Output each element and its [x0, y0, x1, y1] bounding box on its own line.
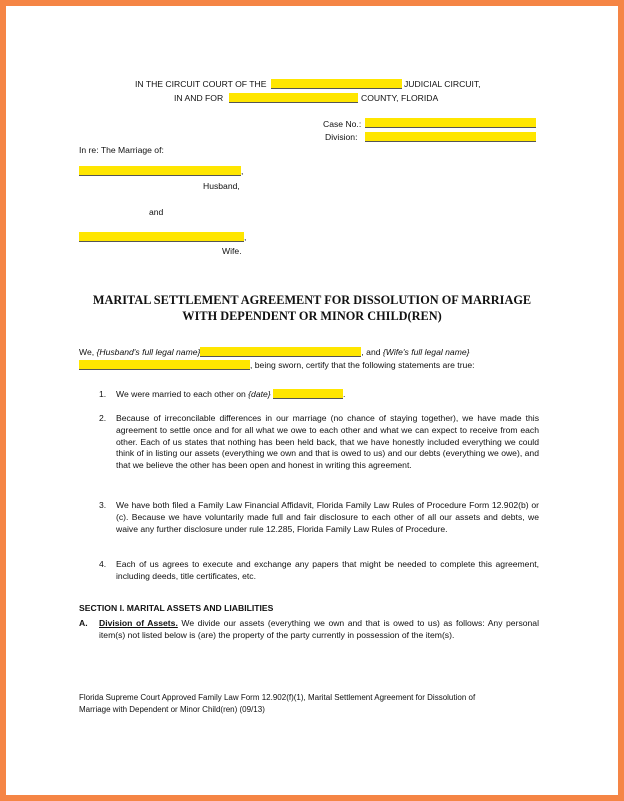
- division-label: Division:: [325, 132, 358, 142]
- document-title-line2: WITH DEPENDENT OR MINOR CHILD(REN): [182, 309, 442, 323]
- footer-line2: Marriage with Dependent or Minor Child(ren) (09/13): [79, 705, 265, 714]
- item-1-number: 1.: [99, 389, 107, 399]
- case-no-blank[interactable]: [365, 118, 536, 128]
- intro-rest: , being sworn, certify that the following statements are true:: [250, 360, 475, 370]
- court-line2-prefix: IN AND FOR: [174, 93, 224, 103]
- section-heading: SECTION I. MARITAL ASSETS AND LIABILITIES: [79, 603, 274, 613]
- item-1-period: .: [343, 389, 346, 399]
- husband-comma: ,: [241, 166, 244, 176]
- wife-name-blank[interactable]: [79, 232, 247, 242]
- intro-husband-blank[interactable]: [200, 347, 361, 357]
- item-4-text: Each of us agrees to execute and exchange any papers that might be needed to complete this agreement, including deeds, title certificates, etc.: [116, 559, 539, 581]
- item-1-text: We were married to each other on: [116, 389, 246, 399]
- intro-line2: [79, 360, 475, 371]
- date-prompt: {date}: [248, 389, 271, 399]
- marriage-date-blank[interactable]: [273, 389, 346, 399]
- section-a: [99, 618, 539, 642]
- circuit-blank[interactable]: [271, 79, 402, 89]
- intro-we: We,: [79, 347, 95, 357]
- intro-and: , and: [361, 347, 381, 357]
- intro-wife-blank[interactable]: [79, 360, 250, 370]
- court-line1-prefix: IN THE CIRCUIT COURT OF THE: [135, 79, 267, 89]
- section-a-label: A.: [79, 618, 88, 628]
- husband-prompt: {Husband's full legal name}: [96, 347, 201, 357]
- document-title-line1: MARITAL SETTLEMENT AGREEMENT FOR DISSOLUTION OF MARRIAGE: [92, 293, 532, 307]
- intro-line1: [79, 347, 470, 358]
- court-line2-suffix: COUNTY, FLORIDA: [361, 93, 439, 103]
- division-blank[interactable]: [365, 132, 536, 142]
- in-re-label: In re: The Marriage of:: [79, 145, 164, 155]
- section-a-text: We divide our assets (everything we own and that is owed to us) as follows: Any personal item(s) not listed below is (are) the property of the party currently in possession of the item(s).: [99, 618, 539, 640]
- county-blank[interactable]: [229, 93, 358, 103]
- item-3-text: We have both filed a Family Law Financial Affidavit, Florida Family Law Rules of Procedure Form 12.902(b) or (c). Because we have voluntarily made full and fair disclosure to each other of all our assets and debts, we waive any further disclosure under rule 12.285, Florida Family Law Rules of Procedure.: [116, 500, 539, 534]
- document-page: [6, 6, 618, 795]
- section-a-title: Division of Assets.: [99, 618, 178, 628]
- husband-label: Husband,: [203, 181, 240, 191]
- wife-comma: ,: [244, 232, 247, 242]
- court-line1-suffix: JUDICIAL CIRCUIT,: [404, 79, 481, 89]
- wife-prompt: {Wife's full legal name}: [382, 347, 470, 357]
- item-2-text: Because of irreconcilable differences in our marriage (no chance of staying together), we have made this agreement to settle once and for all what we owe to each other and what we can expect to receive from each other. Each of us states that nothing has been held back, that we have honestly included everything we could think of in listing our assets (everything we own and that is owed to us) and our debts (everything we owe), and that we believe the other has been open and honest in writing this agreement.: [116, 413, 539, 471]
- item-3-number: 3.: [99, 500, 107, 510]
- and-label: and: [149, 207, 164, 217]
- item-2-number: 2.: [99, 413, 107, 423]
- wife-label: Wife.: [222, 246, 242, 256]
- item-1: [116, 389, 345, 401]
- husband-name-blank[interactable]: [79, 166, 244, 176]
- footer-line1: Florida Supreme Court Approved Family Law Form 12.902(f)(1), Marital Settlement Agreement for Dissolution of: [79, 693, 476, 702]
- case-no-label: Case No.:: [323, 119, 362, 129]
- item-4-number: 4.: [99, 559, 107, 569]
